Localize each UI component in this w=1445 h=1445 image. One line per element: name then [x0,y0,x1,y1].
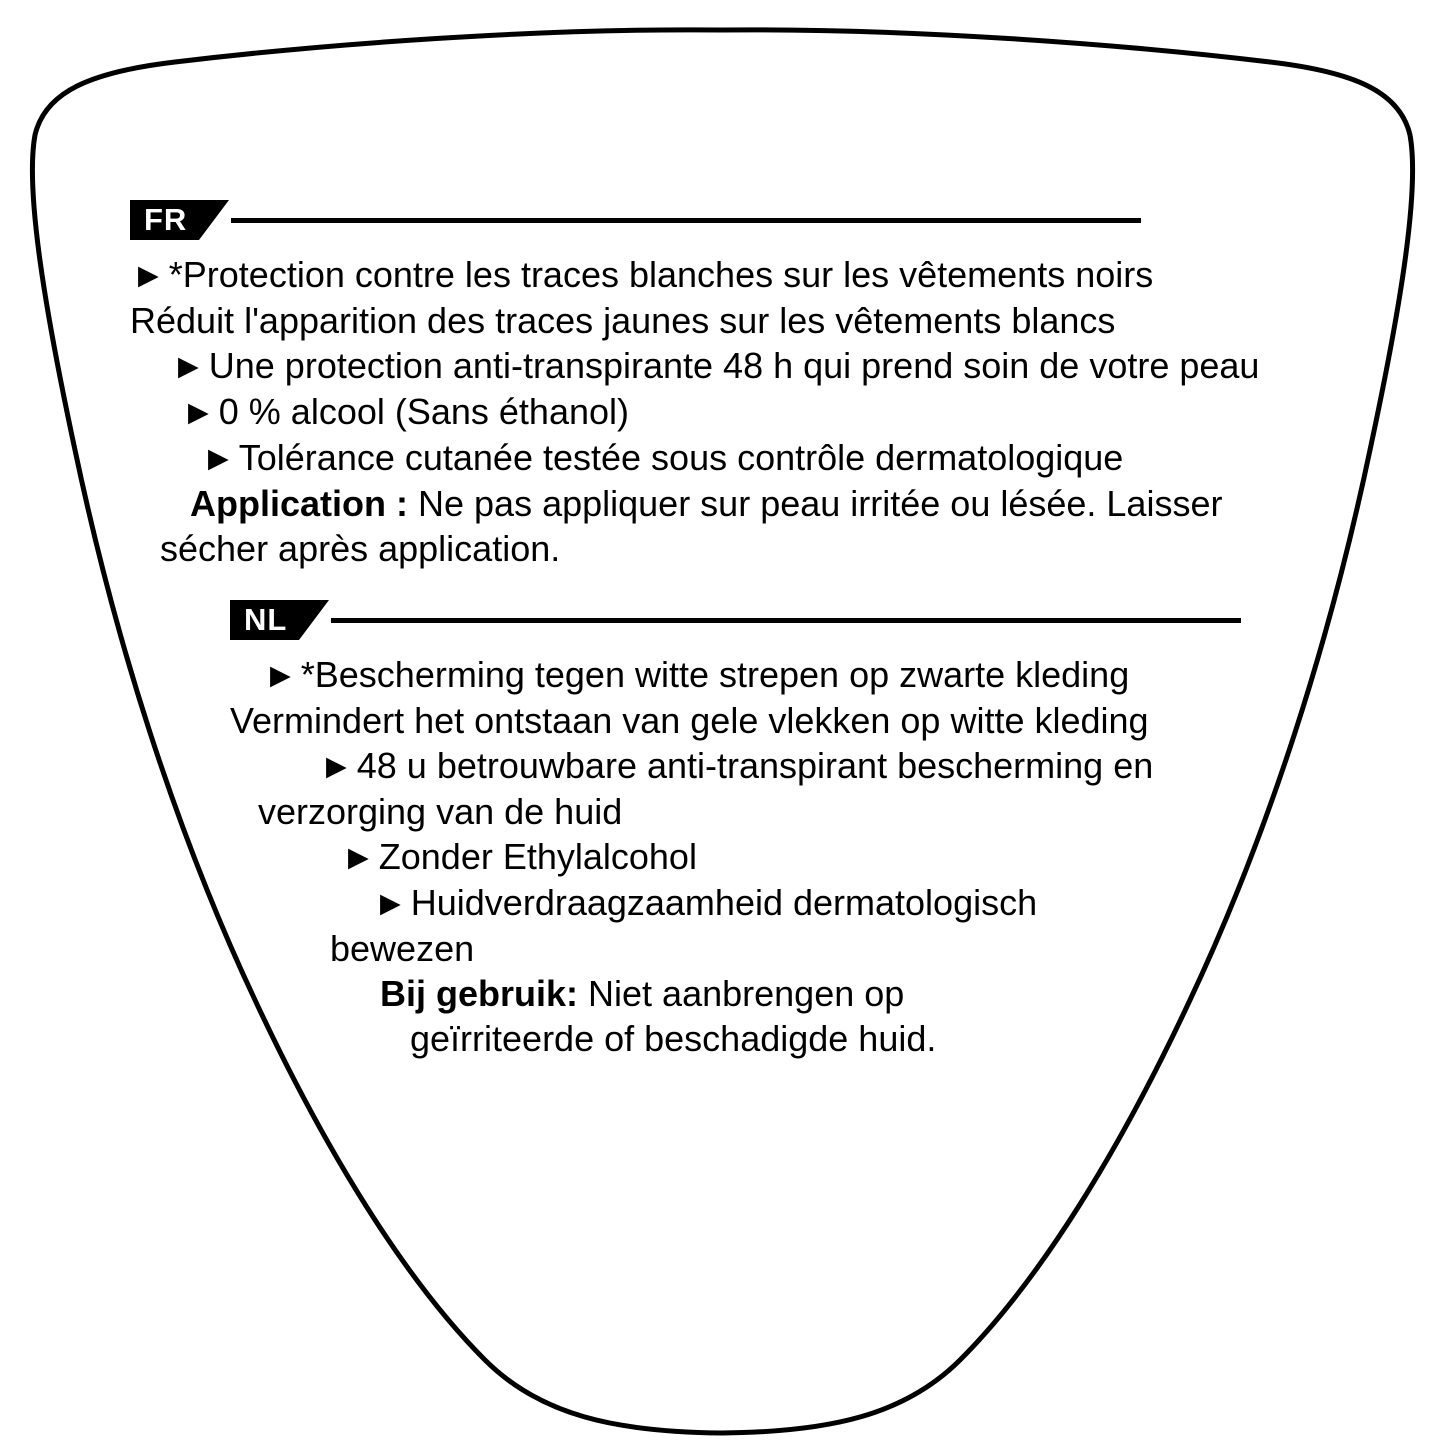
fr-line-6 [130,481,1230,526]
fr-lines [130,252,1260,571]
bullet-icon: ▶ [380,888,401,918]
lang-tag-fr: FR [130,200,199,240]
nl-line-4: verzorging van de huid [258,791,623,832]
bullet-icon: ▶ [208,443,229,473]
section-nl [230,598,1330,1061]
fr-line-5 [130,435,1230,481]
nl-line-6 [230,880,1330,926]
nl-line-2: Vermindert het ontstaan van gele vlekken op witte kleding [230,700,1149,741]
fr-line-5-text: Tolérance cutanée testée sous contrôle dermatologique [238,437,1124,478]
fr-line-4 [130,389,1230,435]
fr-line-1 [130,252,1230,298]
fr-line-6-text: Ne pas appliquer sur peau irritée ou lésée. Laisser [408,483,1223,524]
bullet-icon: ▶ [188,397,209,427]
fr-line-3 [130,343,1260,389]
fr-line-7: sécher après application. [160,528,561,569]
nl-line-1 [230,652,1330,698]
fr-line-3-text: Une protection anti-transpirante 48 h qui prend soin de votre peau [208,345,1260,386]
fr-line-4-text: 0 % alcool (Sans éthanol) [218,391,630,432]
nl-line-7: bewezen [330,928,475,969]
nl-usage-label: Bij gebruik: [380,973,579,1014]
nl-line-9: geïrriteerde of beschadigde huid. [410,1018,937,1059]
nl-line-5 [230,834,1330,880]
nl-line-8 [230,971,1330,1016]
nl-line-3-text: 48 u betrouwbare anti-transpirant bescherming en [356,745,1154,786]
lang-tag-nl: NL [230,600,299,640]
lang-rule-fr [231,218,1141,223]
nl-line-5-text: Zonder Ethylalcohol [378,836,697,877]
nl-lines [230,652,1330,1061]
fr-application-label: Application : [190,483,408,524]
bullet-icon: ▶ [138,260,159,290]
bullet-icon: ▶ [270,660,291,690]
nl-line-6-text: Huidverdraagzaamheid dermatologisch [410,882,1038,923]
fr-line-2: Réduit l'apparition des traces jaunes sur les vêtements blancs [130,300,1116,341]
nl-line-8-text: Niet aanbrengen op [578,973,905,1014]
bullet-icon: ▶ [178,351,199,381]
fr-line-1-text: *Protection contre les traces blanches sur les vêtements noirs [168,254,1154,295]
nl-line-1-text: *Bescherming tegen witte strepen op zwarte kleding [300,654,1130,695]
bullet-icon: ▶ [348,842,369,872]
bullet-icon: ▶ [326,751,347,781]
section-fr [130,198,1260,571]
lang-rule-nl [331,618,1241,623]
lang-header-nl [230,598,1330,642]
nl-line-3 [230,743,1330,789]
lang-header-fr [130,198,1230,242]
